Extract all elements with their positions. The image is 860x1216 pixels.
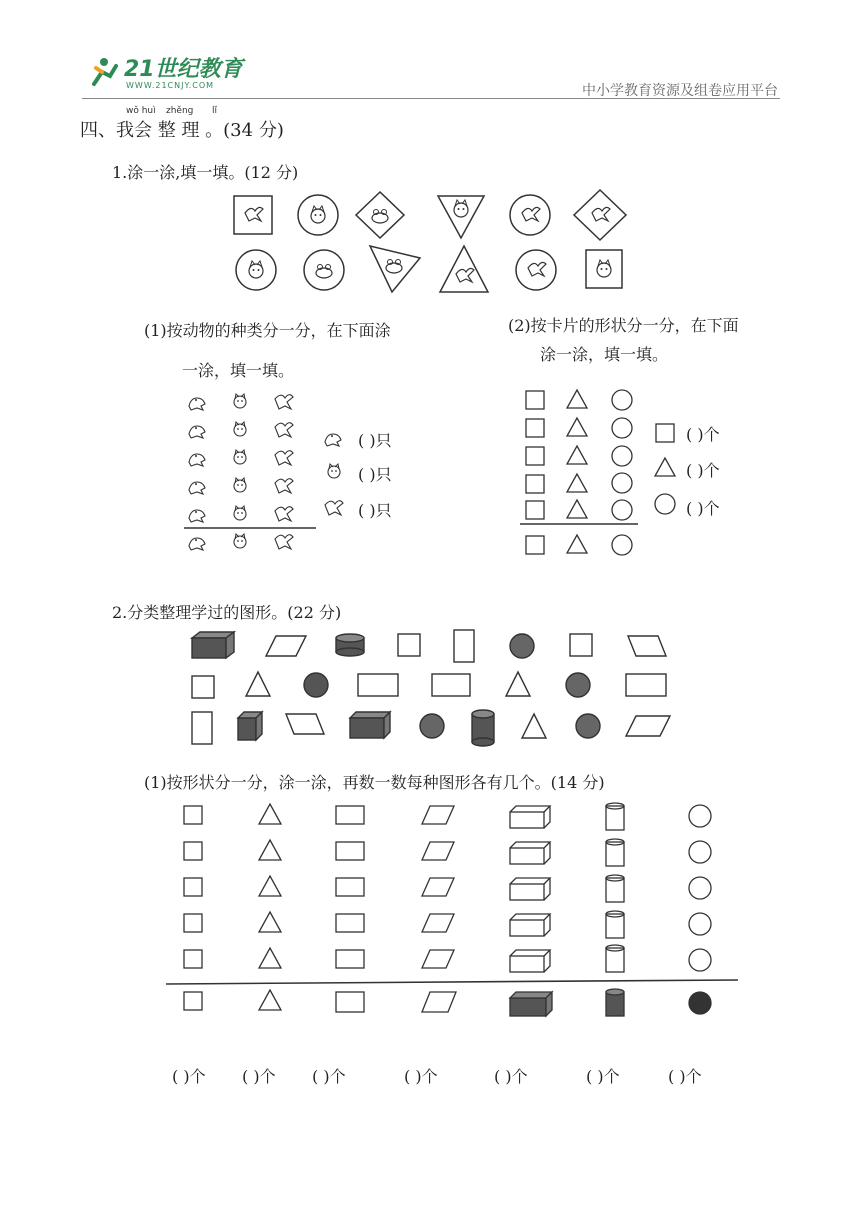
q1-sub2-line2: 涂一涂，填一填。	[540, 345, 669, 364]
animal-cards	[220, 186, 640, 296]
circle-icon	[655, 494, 675, 514]
rectangle-answer-blank[interactable]: ( )个	[312, 1067, 346, 1086]
section-title: 四、我会 整 理 。(34 分)	[80, 120, 284, 141]
card-diamond-frog	[356, 192, 404, 238]
logo-text: 21世纪教育	[124, 57, 243, 82]
frog-icon	[325, 434, 341, 446]
card-triangle-frog	[370, 246, 420, 292]
triangle-answer-blank[interactable]: ( )个	[242, 1067, 276, 1086]
parallelogram-answer-blank[interactable]: ( )个	[404, 1067, 438, 1086]
parallelogram-shape	[286, 714, 324, 734]
pinyin-li: lǐ	[212, 106, 218, 116]
sphere-answer-blank[interactable]: ( )个	[668, 1067, 702, 1086]
q1-sub2-line1: (2)按卡片的形状分一分，在下面	[508, 316, 739, 335]
runner-logo-icon	[94, 58, 116, 84]
rectangle-shape	[454, 630, 474, 662]
triangle-shape	[522, 714, 546, 738]
square-icon	[656, 424, 674, 442]
square-count-blank[interactable]: ( )个	[686, 425, 720, 444]
site-logo	[88, 54, 248, 94]
square-shape	[192, 676, 214, 698]
card-triangle-bird	[440, 246, 488, 292]
q2-title: 2.分类整理学过的图形。(22 分)	[112, 603, 342, 622]
cylinder-tally-column	[606, 803, 624, 1016]
solid-chart-baseline	[166, 980, 738, 984]
card-circle-bird	[510, 195, 550, 235]
bird-icon	[325, 501, 343, 515]
pinyin-zheng: zhěng	[166, 106, 194, 116]
card-square-cat	[586, 250, 622, 288]
sphere-shape	[510, 634, 534, 658]
triangle-column	[567, 390, 587, 553]
parallelogram-tally-column	[422, 806, 456, 1012]
sphere-shape	[304, 673, 328, 697]
cylinder-answer-blank[interactable]: ( )个	[586, 1067, 620, 1086]
rectangle-shape	[192, 712, 212, 744]
header-divider	[82, 98, 780, 99]
card-circle-frog	[304, 250, 344, 290]
sphere-tally-column	[689, 805, 711, 1014]
circle-count-blank[interactable]: ( )个	[686, 499, 720, 518]
q1-sub1-line1: (1)按动物的种类分一分，在下面涂	[144, 321, 391, 340]
triangle-count-blank[interactable]: ( )个	[686, 461, 720, 480]
shape-collection	[186, 626, 676, 750]
square-shape	[570, 634, 592, 656]
bird-count-blank[interactable]: ( )只	[358, 501, 392, 520]
parallelogram-shape	[626, 716, 670, 736]
sphere-shape	[566, 673, 590, 697]
circle-column	[612, 390, 632, 555]
cuboid-shape	[350, 712, 390, 738]
triangle-shape	[246, 672, 270, 696]
shape-tally-chart	[518, 386, 642, 558]
cuboid-tally-column	[510, 806, 552, 1016]
q1-title: 1.涂一涂,填一填。(12 分)	[112, 163, 299, 182]
square-answer-blank[interactable]: ( )个	[172, 1067, 206, 1086]
pinyin-wohui: wǒ huì	[126, 106, 156, 116]
parallelogram-shape	[628, 636, 666, 656]
card-circle-bird-2	[516, 250, 556, 290]
card-square-bird	[234, 196, 272, 234]
rectangle-shape	[626, 674, 666, 696]
q1-sub1-line2: 一涂，填一填。	[182, 361, 295, 380]
animal-answer-icons	[316, 424, 356, 524]
frog-column	[189, 398, 205, 550]
cylinder-shape	[472, 710, 494, 746]
animal-tally-chart	[180, 386, 320, 558]
cuboid-shape	[192, 632, 234, 658]
shape-answer-icons	[652, 420, 682, 520]
cube-shape	[238, 712, 262, 740]
cat-icon	[328, 464, 340, 478]
square-column	[526, 391, 544, 554]
triangle-icon	[655, 458, 675, 476]
cat-count-blank[interactable]: ( )只	[358, 465, 392, 484]
logo-url: WWW.21CNJY.COM	[126, 81, 215, 90]
cat-column	[234, 394, 246, 548]
rectangle-tally-column	[336, 806, 364, 1012]
square-tally-column	[184, 806, 202, 1010]
rectangle-shape	[432, 674, 470, 696]
bird-column	[275, 395, 293, 549]
rectangle-shape	[358, 674, 398, 696]
square-shape	[398, 634, 420, 656]
cuboid-answer-blank[interactable]: ( )个	[494, 1067, 528, 1086]
sphere-shape	[576, 714, 600, 738]
triangle-tally-column	[259, 804, 281, 1010]
frog-count-blank[interactable]: ( )只	[358, 431, 392, 450]
q2-sub1: (1)按形状分一分，涂一涂，再数一数每种图形各有几个。(14 分)	[144, 773, 605, 792]
card-diamond-bird	[574, 190, 626, 240]
triangle-shape	[506, 672, 530, 696]
sphere-shape	[420, 714, 444, 738]
card-circle-cat-2	[236, 250, 276, 290]
platform-name: 中小学教育资源及组卷应用平台	[582, 83, 778, 99]
parallelogram-shape	[266, 636, 306, 656]
solid-tally-chart	[160, 800, 744, 1028]
card-triangle-cat	[438, 196, 484, 238]
cylinder-shape	[336, 634, 364, 656]
card-circle-cat	[298, 195, 338, 235]
